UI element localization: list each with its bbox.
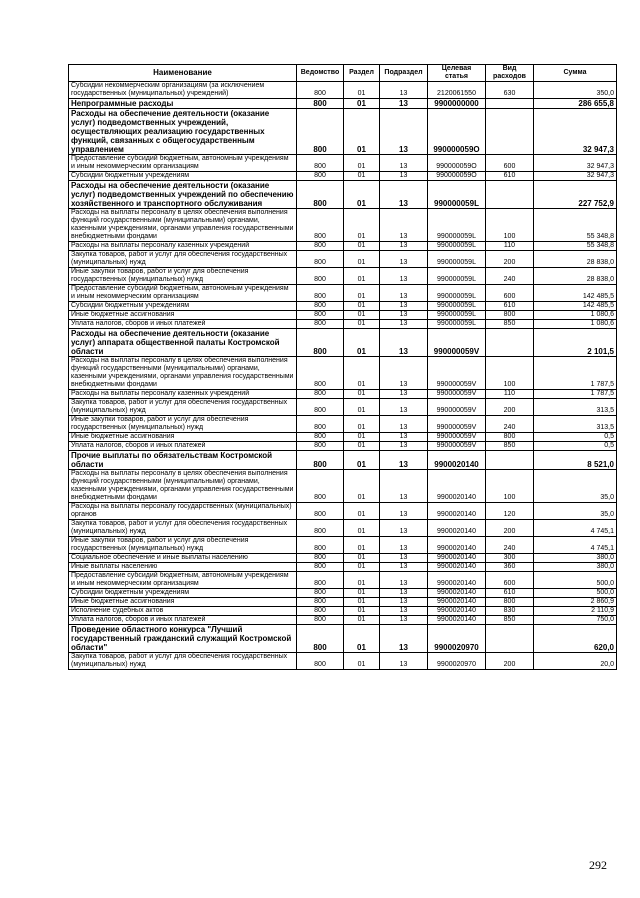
row-celevaya-statya: 9900020140 [428, 589, 486, 598]
row-celevaya-statya: 9900020970 [428, 653, 486, 670]
row-razdel: 01 [344, 416, 380, 433]
row-vedomstvo: 800 [297, 470, 344, 503]
row-podrazdel: 13 [380, 625, 428, 653]
row-vedomstvo: 800 [297, 589, 344, 598]
row-summa: 0,5 [534, 433, 617, 442]
row-podrazdel: 13 [380, 399, 428, 416]
row-vid-rashodov [486, 625, 534, 653]
row-summa: 1 787,5 [534, 390, 617, 399]
row-vedomstvo: 800 [297, 268, 344, 285]
row-summa: 380,0 [534, 554, 617, 563]
row-vedomstvo: 800 [297, 616, 344, 625]
row-podrazdel: 13 [380, 503, 428, 520]
row-razdel: 01 [344, 442, 380, 451]
row-vedomstvo: 800 [297, 285, 344, 302]
row-celevaya-statya: 990000059L [428, 320, 486, 329]
row-vid-rashodov: 110 [486, 390, 534, 399]
row-name: Закупка товаров, работ и услуг для обеспечения государственных (муниципальных) нужд [69, 399, 297, 416]
row-summa: 750,0 [534, 616, 617, 625]
row-celevaya-statya: 9900020140 [428, 607, 486, 616]
column-header-name: Наименование [69, 65, 297, 82]
table-row [69, 433, 617, 442]
row-vedomstvo: 800 [297, 572, 344, 589]
row-vid-rashodov: 240 [486, 416, 534, 433]
table-row [69, 616, 617, 625]
row-razdel: 01 [344, 172, 380, 181]
row-vedomstvo: 800 [297, 109, 344, 155]
row-summa: 2 860,9 [534, 598, 617, 607]
row-vid-rashodov: 850 [486, 320, 534, 329]
table-row [69, 572, 617, 589]
row-vedomstvo: 800 [297, 181, 344, 209]
row-summa: 32 947,3 [534, 109, 617, 155]
table-row [69, 82, 617, 99]
row-vid-rashodov [486, 329, 534, 357]
row-podrazdel: 13 [380, 242, 428, 251]
row-razdel: 01 [344, 329, 380, 357]
row-vid-rashodov: 100 [486, 209, 534, 242]
row-celevaya-statya: 990000059L [428, 209, 486, 242]
row-vid-rashodov: 830 [486, 607, 534, 616]
row-celevaya-statya: 990000059V [428, 416, 486, 433]
row-vedomstvo: 800 [297, 416, 344, 433]
row-name: Расходы на выплаты персоналу казенных учреждений [69, 390, 297, 399]
column-header-summa: Сумма [534, 65, 617, 82]
row-summa: 28 838,0 [534, 251, 617, 268]
row-vid-rashodov: 100 [486, 470, 534, 503]
row-razdel: 01 [344, 451, 380, 470]
row-vedomstvo: 800 [297, 537, 344, 554]
row-summa: 2 110,9 [534, 607, 617, 616]
row-summa: 620,0 [534, 625, 617, 653]
row-summa: 20,0 [534, 653, 617, 670]
row-vid-rashodov: 240 [486, 268, 534, 285]
row-name: Уплата налогов, сборов и иных платежей [69, 616, 297, 625]
row-summa: 227 752,9 [534, 181, 617, 209]
row-vid-rashodov: 120 [486, 503, 534, 520]
row-celevaya-statya: 990000059L [428, 311, 486, 320]
table-row [69, 563, 617, 572]
row-vid-rashodov: 600 [486, 155, 534, 172]
row-podrazdel: 13 [380, 607, 428, 616]
row-razdel: 01 [344, 251, 380, 268]
row-name: Иные закупки товаров, работ и услуг для обеспечения государственных (муниципальных) нужд [69, 537, 297, 554]
row-vid-rashodov [486, 451, 534, 470]
row-celevaya-statya: 9900020140 [428, 572, 486, 589]
row-razdel: 01 [344, 302, 380, 311]
column-header-podrazdel: Подраздел [380, 65, 428, 82]
row-vid-rashodov: 300 [486, 554, 534, 563]
row-name: Расходы на выплаты персоналу в целях обеспечения выполнения функций государственными (муниципальными) органами, казенными учреждениями, органами управления государственными внебюджетными фондами [69, 357, 297, 390]
row-vedomstvo: 800 [297, 357, 344, 390]
row-podrazdel: 13 [380, 520, 428, 537]
row-vid-rashodov: 850 [486, 442, 534, 451]
row-podrazdel: 13 [380, 470, 428, 503]
row-podrazdel: 13 [380, 554, 428, 563]
row-summa: 313,5 [534, 416, 617, 433]
table-row [69, 416, 617, 433]
row-vedomstvo: 800 [297, 302, 344, 311]
row-razdel: 01 [344, 589, 380, 598]
row-summa: 380,0 [534, 563, 617, 572]
row-razdel: 01 [344, 537, 380, 554]
row-vid-rashodov: 100 [486, 357, 534, 390]
row-name: Расходы на обеспечение деятельности (оказание услуг) аппарата общественной палаты Костромской области [69, 329, 297, 357]
row-vedomstvo: 800 [297, 653, 344, 670]
row-vid-rashodov [486, 109, 534, 155]
row-podrazdel: 13 [380, 311, 428, 320]
row-name: Субсидии бюджетным учреждениям [69, 302, 297, 311]
row-podrazdel: 13 [380, 563, 428, 572]
table-row [69, 451, 617, 470]
row-name: Уплата налогов, сборов и иных платежей [69, 442, 297, 451]
row-summa: 500,0 [534, 572, 617, 589]
row-razdel: 01 [344, 320, 380, 329]
row-name: Иные бюджетные ассигнования [69, 433, 297, 442]
row-podrazdel: 13 [380, 433, 428, 442]
row-celevaya-statya: 990000059L [428, 251, 486, 268]
row-name: Закупка товаров, работ и услуг для обеспечения государственных (муниципальных) нужд [69, 520, 297, 537]
row-name: Расходы на выплаты персоналу казенных учреждений [69, 242, 297, 251]
row-vedomstvo: 800 [297, 451, 344, 470]
row-razdel: 01 [344, 433, 380, 442]
row-podrazdel: 13 [380, 268, 428, 285]
row-vid-rashodov: 800 [486, 311, 534, 320]
row-razdel: 01 [344, 572, 380, 589]
row-celevaya-statya: 9900020140 [428, 598, 486, 607]
row-vid-rashodov: 360 [486, 563, 534, 572]
table-row [69, 399, 617, 416]
row-vedomstvo: 800 [297, 433, 344, 442]
row-razdel: 01 [344, 285, 380, 302]
row-podrazdel: 13 [380, 390, 428, 399]
row-vid-rashodov: 610 [486, 302, 534, 311]
row-podrazdel: 13 [380, 357, 428, 390]
row-celevaya-statya: 2120061550 [428, 82, 486, 99]
row-celevaya-statya: 990000059L [428, 302, 486, 311]
row-podrazdel: 13 [380, 209, 428, 242]
table-row [69, 320, 617, 329]
row-celevaya-statya: 9900000000 [428, 99, 486, 109]
row-summa: 55 348,8 [534, 209, 617, 242]
row-summa: 313,5 [534, 399, 617, 416]
table-row [69, 442, 617, 451]
table-row [69, 285, 617, 302]
table-row [69, 537, 617, 554]
row-celevaya-statya: 9900020140 [428, 470, 486, 503]
row-razdel: 01 [344, 181, 380, 209]
row-razdel: 01 [344, 99, 380, 109]
table-body [69, 82, 617, 670]
row-vedomstvo: 800 [297, 320, 344, 329]
row-celevaya-statya: 9900020140 [428, 616, 486, 625]
row-razdel: 01 [344, 607, 380, 616]
row-vedomstvo: 800 [297, 82, 344, 99]
row-podrazdel: 13 [380, 181, 428, 209]
row-vedomstvo: 800 [297, 625, 344, 653]
row-celevaya-statya: 990000059О [428, 109, 486, 155]
table-row [69, 268, 617, 285]
row-podrazdel: 13 [380, 320, 428, 329]
table-row [69, 99, 617, 109]
row-vedomstvo: 800 [297, 563, 344, 572]
row-podrazdel: 13 [380, 537, 428, 554]
row-celevaya-statya: 9900020970 [428, 625, 486, 653]
row-summa: 8 521,0 [534, 451, 617, 470]
row-celevaya-statya: 9900020140 [428, 537, 486, 554]
row-podrazdel: 13 [380, 251, 428, 268]
row-name: Иные закупки товаров, работ и услуг для обеспечения государственных (муниципальных) нужд [69, 268, 297, 285]
row-celevaya-statya: 990000059О [428, 155, 486, 172]
row-razdel: 01 [344, 598, 380, 607]
row-name: Предоставление субсидий бюджетным, автономным учреждениям и иным некоммерческим организациям [69, 572, 297, 589]
table-row [69, 311, 617, 320]
table-row [69, 520, 617, 537]
row-name: Иные закупки товаров, работ и услуг для обеспечения государственных (муниципальных) нужд [69, 416, 297, 433]
row-summa: 500,0 [534, 589, 617, 598]
row-razdel: 01 [344, 268, 380, 285]
row-celevaya-statya: 990000059V [428, 399, 486, 416]
table-row [69, 155, 617, 172]
row-podrazdel: 13 [380, 329, 428, 357]
row-name: Расходы на обеспечение деятельности (оказание услуг) подведомственных учреждений по обеспечению хозяйственного и транспортного обслуживания [69, 181, 297, 209]
row-vedomstvo: 800 [297, 99, 344, 109]
row-vedomstvo: 800 [297, 442, 344, 451]
table-row [69, 109, 617, 155]
row-razdel: 01 [344, 554, 380, 563]
row-name: Иные выплаты населению [69, 563, 297, 572]
row-name: Субсидии бюджетным учреждениям [69, 589, 297, 598]
row-name: Социальное обеспечение и иные выплаты населению [69, 554, 297, 563]
row-razdel: 01 [344, 109, 380, 155]
row-podrazdel: 13 [380, 598, 428, 607]
row-celevaya-statya: 990000059L [428, 268, 486, 285]
row-vedomstvo: 800 [297, 251, 344, 268]
row-podrazdel: 13 [380, 172, 428, 181]
row-podrazdel: 13 [380, 82, 428, 99]
table-header-row [69, 65, 617, 82]
row-summa: 32 947,3 [534, 155, 617, 172]
row-summa: 1 787,5 [534, 357, 617, 390]
row-summa: 32 947,3 [534, 172, 617, 181]
row-name: Расходы на обеспечение деятельности (оказание услуг) подведомственных учреждений, осуществляющих реализацию государственных функций, связанных с общегосударственным управлением [69, 109, 297, 155]
row-summa: 1 080,6 [534, 311, 617, 320]
budget-table [68, 64, 617, 670]
row-vid-rashodov: 110 [486, 242, 534, 251]
row-razdel: 01 [344, 653, 380, 670]
row-vedomstvo: 800 [297, 598, 344, 607]
row-vid-rashodov: 240 [486, 537, 534, 554]
row-vid-rashodov: 610 [486, 172, 534, 181]
row-name: Субсидии некоммерческим организациям (за исключением государственных (муниципальных) учреждений) [69, 82, 297, 99]
row-name: Проведение областного конкурса "Лучший государственный гражданский служащий Костромской области" [69, 625, 297, 653]
page-number: 292 [589, 858, 607, 872]
row-razdel: 01 [344, 390, 380, 399]
row-vid-rashodov: 600 [486, 572, 534, 589]
row-vid-rashodov: 630 [486, 82, 534, 99]
row-name: Закупка товаров, работ и услуг для обеспечения государственных (муниципальных) нужд [69, 251, 297, 268]
row-summa: 0,5 [534, 442, 617, 451]
row-summa: 1 080,6 [534, 320, 617, 329]
table-row [69, 181, 617, 209]
row-vedomstvo: 800 [297, 399, 344, 416]
row-razdel: 01 [344, 399, 380, 416]
row-celevaya-statya: 990000059V [428, 390, 486, 399]
row-name: Расходы на выплаты персоналу в целях обеспечения выполнения функций государственными (муниципальными) органами, казенными учреждениями, органами управления государственными внебюджетными фондами [69, 209, 297, 242]
row-name: Закупка товаров, работ и услуг для обеспечения государственных (муниципальных) нужд [69, 653, 297, 670]
row-celevaya-statya: 990000059V [428, 433, 486, 442]
row-vid-rashodov: 200 [486, 520, 534, 537]
row-vid-rashodov: 200 [486, 251, 534, 268]
row-name: Субсидии бюджетным учреждениям [69, 172, 297, 181]
row-name: Предоставление субсидий бюджетным, автономным учреждениям и иным некоммерческим организациям [69, 155, 297, 172]
table-row [69, 589, 617, 598]
row-celevaya-statya: 990000059V [428, 357, 486, 390]
row-summa: 142 485,5 [534, 302, 617, 311]
table-row [69, 554, 617, 563]
row-razdel: 01 [344, 503, 380, 520]
row-razdel: 01 [344, 520, 380, 537]
row-vedomstvo: 800 [297, 172, 344, 181]
row-podrazdel: 13 [380, 155, 428, 172]
table-row [69, 302, 617, 311]
row-vedomstvo: 800 [297, 329, 344, 357]
column-header-vedomstvo: Ведомство [297, 65, 344, 82]
row-vedomstvo: 800 [297, 503, 344, 520]
row-podrazdel: 13 [380, 653, 428, 670]
row-razdel: 01 [344, 625, 380, 653]
row-vid-rashodov: 600 [486, 285, 534, 302]
row-summa: 35,0 [534, 470, 617, 503]
row-summa: 28 838,0 [534, 268, 617, 285]
row-razdel: 01 [344, 470, 380, 503]
table-row [69, 598, 617, 607]
table-row [69, 503, 617, 520]
row-vid-rashodov: 610 [486, 589, 534, 598]
table-row [69, 329, 617, 357]
row-name: Прочие выплаты по обязательствам Костромской области [69, 451, 297, 470]
row-vedomstvo: 800 [297, 311, 344, 320]
row-vedomstvo: 800 [297, 390, 344, 399]
row-summa: 4 745,1 [534, 537, 617, 554]
row-vid-rashodov [486, 99, 534, 109]
row-name: Предоставление субсидий бюджетным, автономным учреждениям и иным некоммерческим организациям [69, 285, 297, 302]
row-podrazdel: 13 [380, 451, 428, 470]
row-vedomstvo: 800 [297, 607, 344, 616]
row-vid-rashodov: 200 [486, 399, 534, 416]
row-podrazdel: 13 [380, 285, 428, 302]
table-row [69, 607, 617, 616]
row-razdel: 01 [344, 357, 380, 390]
table-row [69, 242, 617, 251]
row-podrazdel: 13 [380, 302, 428, 311]
row-vedomstvo: 800 [297, 242, 344, 251]
row-summa: 55 348,8 [534, 242, 617, 251]
table-row [69, 172, 617, 181]
table-row [69, 357, 617, 390]
row-podrazdel: 13 [380, 616, 428, 625]
row-razdel: 01 [344, 311, 380, 320]
row-summa: 286 655,8 [534, 99, 617, 109]
row-name: Уплата налогов, сборов и иных платежей [69, 320, 297, 329]
row-vedomstvo: 800 [297, 520, 344, 537]
row-summa: 4 745,1 [534, 520, 617, 537]
row-vid-rashodov: 200 [486, 653, 534, 670]
row-name: Иные бюджетные ассигнования [69, 311, 297, 320]
row-vedomstvo: 800 [297, 155, 344, 172]
row-name: Исполнение судебных актов [69, 607, 297, 616]
row-summa: 2 101,5 [534, 329, 617, 357]
row-celevaya-statya: 990000059V [428, 442, 486, 451]
row-vedomstvo: 800 [297, 209, 344, 242]
column-header-vid-rashodov: Вид расходов [486, 65, 534, 82]
row-celevaya-statya: 990000059О [428, 172, 486, 181]
table-row [69, 470, 617, 503]
row-podrazdel: 13 [380, 589, 428, 598]
row-celevaya-statya: 990000059L [428, 242, 486, 251]
table-row [69, 653, 617, 670]
row-name: Расходы на выплаты персоналу в целях обеспечения выполнения функций государственными (муниципальными) органами, казенными учреждениями, органами управления государственными внебюджетными фондами [69, 470, 297, 503]
row-summa: 142 485,5 [534, 285, 617, 302]
table-row [69, 625, 617, 653]
row-vid-rashodov: 850 [486, 616, 534, 625]
row-podrazdel: 13 [380, 442, 428, 451]
row-celevaya-statya: 990000059L [428, 181, 486, 209]
row-vedomstvo: 800 [297, 554, 344, 563]
row-podrazdel: 13 [380, 416, 428, 433]
table-row [69, 209, 617, 242]
row-podrazdel: 13 [380, 572, 428, 589]
column-header-razdel: Раздел [344, 65, 380, 82]
row-celevaya-statya: 990000059V [428, 329, 486, 357]
column-header-celevaya-statya: Целевая статья [428, 65, 486, 82]
row-vid-rashodov: 800 [486, 433, 534, 442]
row-name: Иные бюджетные ассигнования [69, 598, 297, 607]
row-razdel: 01 [344, 616, 380, 625]
row-razdel: 01 [344, 563, 380, 572]
row-celevaya-statya: 9900020140 [428, 503, 486, 520]
row-razdel: 01 [344, 242, 380, 251]
row-celevaya-statya: 9900020140 [428, 451, 486, 470]
row-razdel: 01 [344, 82, 380, 99]
row-razdel: 01 [344, 209, 380, 242]
row-celevaya-statya: 9900020140 [428, 563, 486, 572]
row-razdel: 01 [344, 155, 380, 172]
row-summa: 35,0 [534, 503, 617, 520]
row-celevaya-statya: 990000059L [428, 285, 486, 302]
row-podrazdel: 13 [380, 109, 428, 155]
row-name: Расходы на выплаты персоналу государственных (муниципальных) органов [69, 503, 297, 520]
row-vid-rashodov [486, 181, 534, 209]
table-row [69, 251, 617, 268]
table-row [69, 390, 617, 399]
row-celevaya-statya: 9900020140 [428, 520, 486, 537]
row-summa: 350,0 [534, 82, 617, 99]
row-vid-rashodov: 800 [486, 598, 534, 607]
row-podrazdel: 13 [380, 99, 428, 109]
row-name: Непрограммные расходы [69, 99, 297, 109]
row-celevaya-statya: 9900020140 [428, 554, 486, 563]
